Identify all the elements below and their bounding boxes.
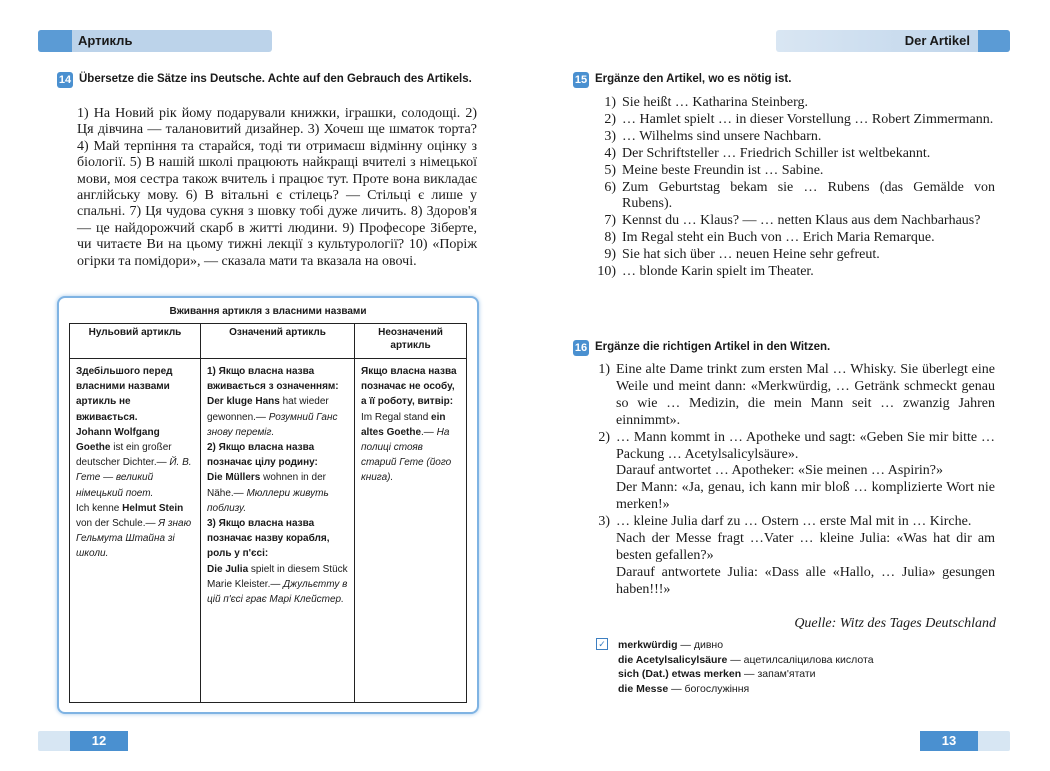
list-item: 1) Sie heißt … Katharina Steinberg. [604, 95, 808, 110]
example-text: wohnen in der Nähe.— [207, 472, 326, 499]
joke-line: Der Mann: «Ja, genau, ich kann mir bloß … komplizierte Wort nie merken!» [616, 480, 995, 513]
rule-text: 1) Якщо власна назва вживається з означенням: [207, 366, 339, 393]
joke-line: … Mann kommt in … Apotheke und sagt: «Geben Sie mir bitte … Packung … Acetylsalicylsäure». [616, 429, 995, 462]
vocab-row: die Messe — богослужіння [618, 682, 750, 695]
list-item: 5) Meine beste Freundin ist … Sabine. [604, 162, 824, 178]
exercise-number-badge: 14 [58, 74, 72, 86]
exercise-number-badge: 16 [574, 342, 588, 354]
column-header: Неозначений артикль [378, 327, 443, 351]
rule-text: 3) Якщо власна назва позначає назву корабля, роль у п'єсі: [207, 518, 330, 560]
example-name: Helmut Stein [122, 502, 184, 514]
page-number: 13 [920, 731, 978, 751]
example-name: ein altes Goethe [361, 411, 446, 438]
example-name: Johann Wolfgang Goethe [76, 426, 160, 454]
example-text: spielt in diesem Stück Marie Kleister.— [207, 563, 348, 590]
list-item: 7) Kennst du … Klaus? — … netten Klaus aus dem Nachbarhaus? [604, 213, 981, 229]
column-body [76, 364, 194, 562]
example-translation: На полиці стояв старий Гете (його книга). [361, 426, 452, 484]
column-zero-article [70, 324, 201, 702]
example-text: .— [421, 426, 437, 438]
exercise-14-heading [57, 72, 477, 88]
example-text: Im Regal stand [361, 411, 432, 423]
vocab-row: sich (Dat.) etwas merken — запам'ятати [618, 668, 816, 681]
list-item: 10) … blonde Karin spielt im Theater. [597, 264, 814, 280]
column-header: Нульовий артикль [88, 327, 182, 338]
vocab-row: die Acetylsalicylsäure — ацетилсаліцилова кислота [618, 653, 874, 666]
exercise-16-jokes [590, 362, 995, 599]
joke-line: … kleine Julia darf zu … Ostern … erste Mal mit in … Kirche. [616, 514, 972, 530]
column-body [207, 364, 348, 607]
proper-names-article-table [57, 296, 479, 714]
list-item: 2) … Hamlet spielt … in dieser Vorstellung … Robert Zimmermann. [604, 111, 994, 127]
example-translation: Я знаю Гельмута Штайна зі школи. [76, 518, 192, 560]
rule-text: Здебільшого перед власними назвами артикль не вживається. [76, 366, 173, 423]
example-text: Ich kenne [76, 502, 123, 514]
list-item: 9) Sie hat sich über … neuen Heine sehr gefreut. [604, 247, 880, 263]
example-text: ist ein großer deutscher Dichter.— [76, 442, 172, 469]
header-tab [978, 30, 1010, 52]
column-definite-article [201, 324, 355, 702]
table-grid [69, 323, 467, 703]
header-tab [38, 30, 72, 52]
example-translation: Розумний Ганс знову переміг. [207, 411, 338, 438]
column-header: Означений артикль [229, 327, 326, 338]
vocabulary-list [618, 638, 874, 696]
left-page-header [38, 30, 272, 52]
exercise-task: Ergänze die richtigen Artikel in den Witzen. [595, 341, 831, 353]
exercise-task: Übersetze die Sätze ins Deutsche. Achte auf den Gebrauch des Artikels. [79, 73, 472, 85]
column-indefinite-article [355, 324, 466, 702]
exercise-14-text: 1) На Новий рік йому подарували книжки, іграшки, солодощі. 2) Ця дівчина — талановитий дизайнер. 3) Хочеш ще шматок торта? 4) Май терпіння та старайся, тоді ти отримаєш відмінну оцінку з біології. 5) В нашій школі працюють найкращі вчителі з німецької мови, моя сестра також вчитель і працює тут. Проте вона викладає англійську мову. 6) В вітальні є стілець? — Стільці є лише у спальні. 7) Ця чудова сукня з шовку тобі дуже личить. 8) Здоров'я — це найдорожчий скарб в житті людини. 9) Професоре Зіберте, чи читаєте Ви на цьому тижні лекції з культурології? 10) «Поріж огірки та помідори», — сказала мати та вказала на овочі. [77, 106, 477, 269]
joke-line: Nach der Messe fragt …Vater … kleine Julia: «Was hat dir am besten gefallen?» [616, 531, 995, 563]
joke-item: 1) Eine alte Dame trinkt zum ersten Mal … Whisky. Sie überlegt eine Weile und meint dann: «Merkwürdig, … Getränk schmeckt genau so wie … Medizin, die mein Mann seit … zwanzig Jahren einnimmt». [598, 362, 995, 428]
exercise-task: Ergänze den Artikel, wo es nötig ist. [595, 73, 792, 85]
joke-item: 3) … kleine Julia darf zu … Ostern … erste Mal mit in … Kirche. Nach der Messe fragt …Vater … kleine Julia: «Was hat dir am besten gefallen?» Darauf antwortete Julia: «Dass alle «Hallo, … Julia» gesungen haben!!!» [598, 514, 995, 597]
vocab-row: merkwürdig — дивно [618, 639, 724, 651]
table-caption: Вживання артикля з власними назвами [169, 306, 367, 317]
left-header-title: Артикль [78, 33, 133, 48]
example-name: Die Müllers [207, 472, 261, 484]
page-number: 12 [70, 731, 128, 751]
example-name: Der kluge Hans [207, 396, 280, 408]
example-translation: Мюллери живуть поблизу. [207, 487, 329, 514]
exercise-15-heading [573, 72, 993, 88]
exercise-15-list [590, 95, 995, 281]
right-page-header [776, 30, 1010, 52]
example-text: von der Schule.— [76, 518, 159, 530]
joke-line: Darauf antwortet … Apotheker: «Sie meinen … Aspirin?» [616, 463, 943, 479]
checkbox-icon: ✓ [596, 638, 608, 650]
right-header-title: Der Artikel [904, 33, 970, 48]
list-item: 8) Im Regal steht ein Buch von … Erich Maria Remarque. [604, 230, 935, 246]
rule-text: 2) Якщо власна назва позначає цілу родину: [207, 442, 318, 469]
example-translation: Джульєтту в цій п'єсі грає Марі Клейстер. [207, 578, 348, 606]
exercise-number-badge: 15 [574, 74, 588, 86]
right-page-footer [920, 731, 1010, 751]
rule-text: Якщо власна назва позначає не особу, а її роботу, витвір: [361, 366, 457, 408]
joke-source: Quelle: Witz des Tages Deutschland [794, 616, 996, 631]
list-item: 4) Der Schriftsteller … Friedrich Schiller ist weltbekannt. [604, 145, 931, 161]
example-name: Die Julia [207, 563, 249, 575]
list-item: 3) … Wilhelms sind unsere Nachbarn. [604, 128, 822, 144]
exercise-16-heading [573, 340, 993, 356]
example-translation: Й. В. Гете — великий німецький поет. [76, 457, 192, 499]
joke-item: 2) … Mann kommt in … Apotheke und sagt: «Geben Sie mir bitte … Packung … Acetylsalicylsäure». Darauf antwortet … Apotheker: «Sie meinen … Aspirin?» Der Mann: «Ja, genau, ich kann mir bloß … komplizierte Wort nie merken!» [598, 429, 995, 513]
example-text: hat wieder gewonnen.— [207, 396, 329, 423]
list-item: 6) Zum Geburtstag bekam sie … Rubens (das Gemälde von Rubens). [604, 179, 995, 212]
column-body [361, 364, 460, 486]
left-page-footer [38, 731, 128, 751]
joke-line: Darauf antwortete Julia: «Dass alle «Hallo, … Julia» gesungen haben!!!» [616, 564, 995, 597]
